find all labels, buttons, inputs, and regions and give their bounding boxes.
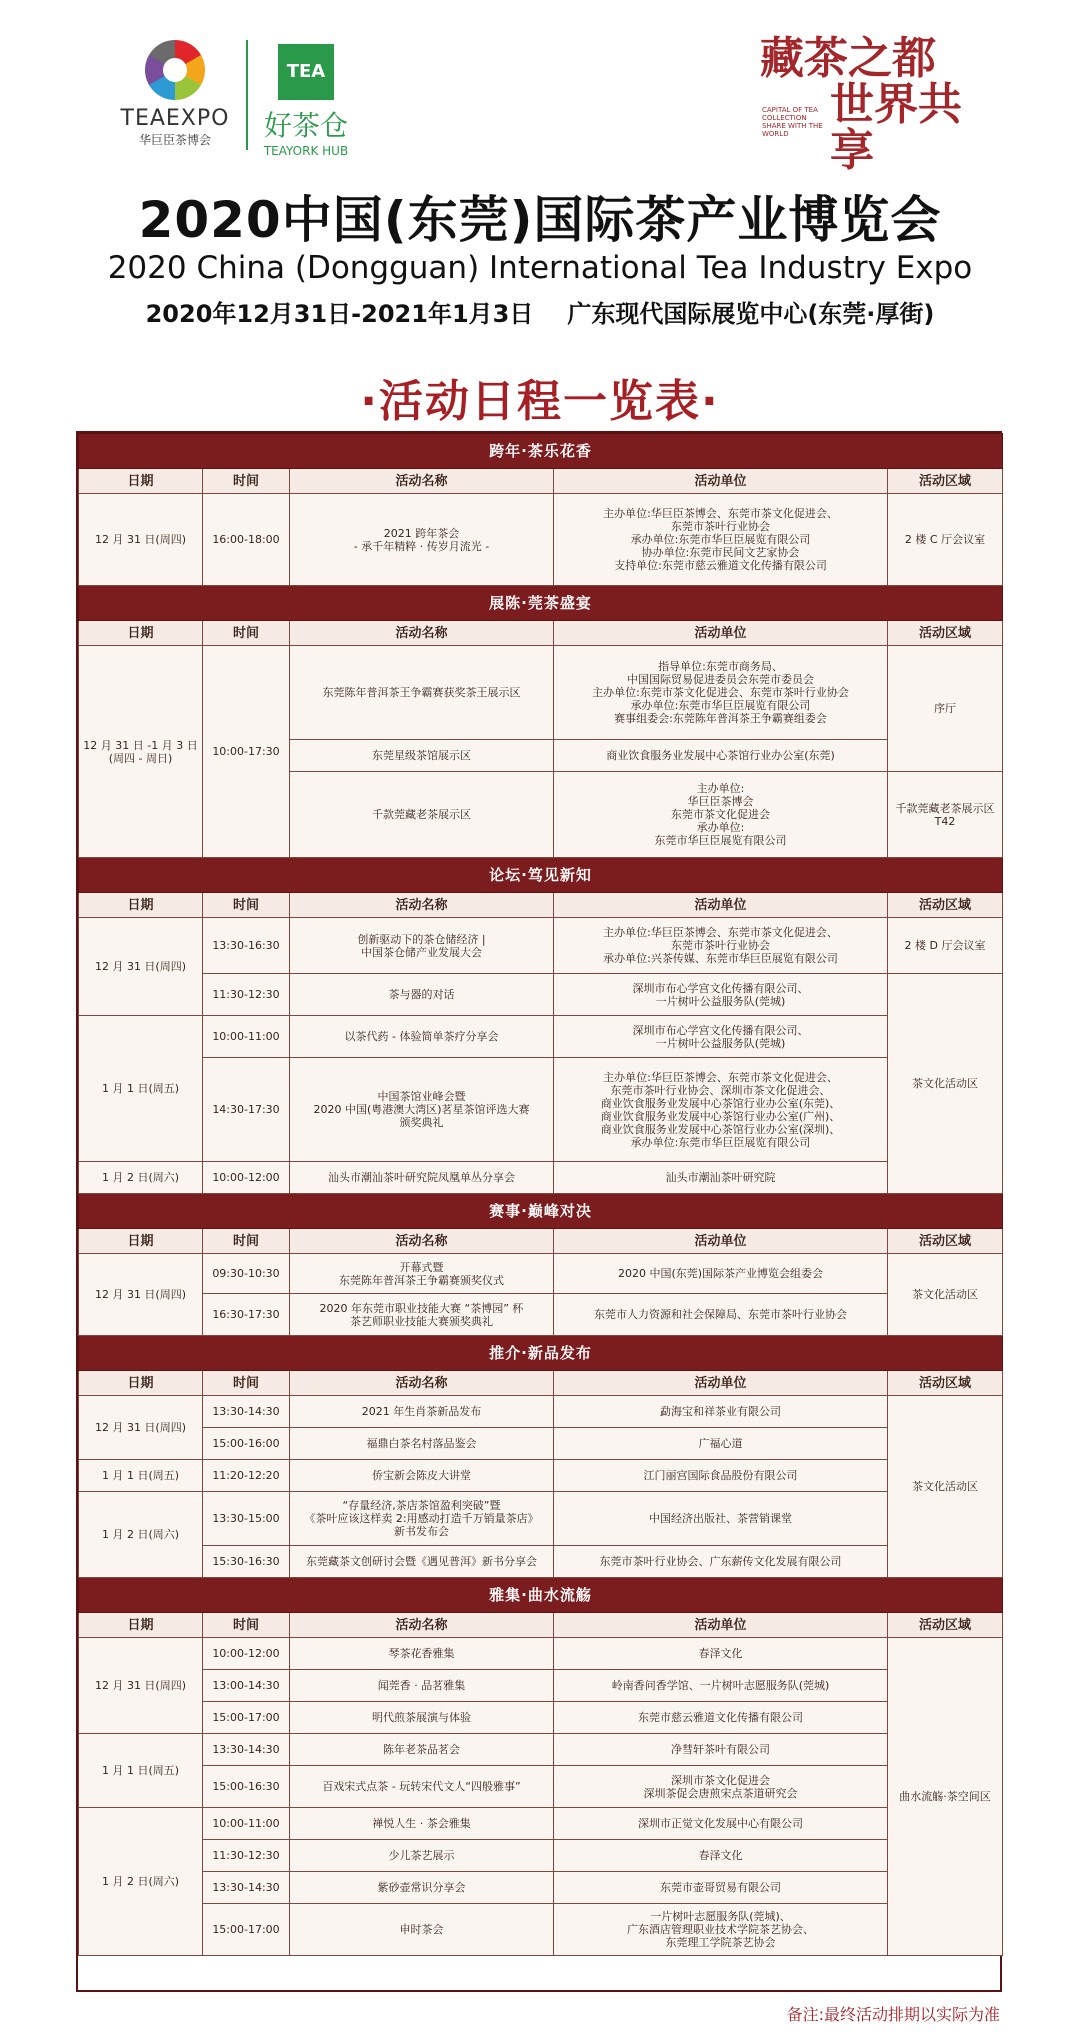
table-row — [79, 1016, 1003, 1058]
col-date: 日期 — [79, 1229, 203, 1254]
cell-time: 10:00-12:00 — [203, 1638, 290, 1670]
cell-time: 11:30-12:30 — [203, 1840, 290, 1872]
cell-line: 协办单位:东莞市民间文艺家协会 — [641, 546, 800, 559]
cell-org: 岭南香问香学馆、一片树叶志愿服务队(莞城) — [554, 1670, 888, 1702]
cell-name: 闻莞香 · 品茗雅集 — [290, 1670, 554, 1702]
cell-org: 勐海宝和祥茶业有限公司 — [554, 1396, 888, 1428]
cell-org — [554, 1766, 888, 1808]
col-name: 活动名称 — [290, 1229, 554, 1254]
cell-name — [290, 494, 554, 586]
cell-time: 13:30-14:30 — [203, 1872, 290, 1904]
slogan-line2: 世界共享 — [830, 79, 962, 176]
cell-time: 15:00-17:00 — [203, 1904, 290, 1956]
cell-name: 2021 年生肖茶新品发布 — [290, 1396, 554, 1428]
col-name: 活动名称 — [290, 1613, 554, 1638]
page-title-en: 2020 China (Dongguan) International Tea Industry Expo — [107, 250, 973, 286]
event-dates: 2020年12月31日-2021年1月3日 — [145, 300, 534, 328]
col-time: 时间 — [203, 893, 290, 918]
cell-date: 1 月 2 日(周六) — [79, 1808, 203, 1956]
table-row — [79, 918, 1003, 974]
teaexpo-logo — [110, 40, 240, 160]
col-org: 活动单位 — [554, 1229, 888, 1254]
cell-org: 东莞市茶叶行业协会、广东薪传文化发展有限公司 — [554, 1546, 888, 1578]
cell-line: 中国国际贸易促进委员会东莞市委员会 — [627, 673, 814, 686]
section-header — [79, 434, 1003, 469]
teaexpo-logo-en: TEAEXPO — [120, 106, 230, 131]
slogan-line1: 藏茶之都 — [760, 33, 936, 84]
cell-name: 茶与器的对话 — [290, 974, 554, 1016]
cell-line: 东莞陈年普洱茶王争霸赛颁奖仪式 — [339, 1273, 504, 1287]
cell-name: 禅悦人生 · 茶会雅集 — [290, 1808, 554, 1840]
table-row — [79, 1872, 1003, 1904]
cell-time: 10:00-11:00 — [203, 1016, 290, 1058]
table-row — [79, 1766, 1003, 1808]
cell-time: 15:00-17:00 — [203, 1702, 290, 1734]
teayork-logo-en: TEAYORK HUB — [263, 144, 349, 158]
cell-line: 中国茶仓储产业发展大会 — [361, 945, 482, 959]
cell-name — [290, 1294, 554, 1336]
cell-org — [554, 772, 888, 858]
cell-area: 序厅 — [888, 646, 1003, 772]
section-title: 展陈·莞茶盛宴 — [79, 586, 1003, 621]
cell-org: 春泽文化 — [554, 1840, 888, 1872]
cell-line: 承办单位:东莞市华巨臣展览有限公司 — [630, 533, 811, 546]
cell-org: 汕头市潮汕茶叶研究院 — [554, 1162, 888, 1194]
table-row — [79, 1840, 1003, 1872]
cell-line: 一片树叶志愿服务队(莞城)、 — [650, 1910, 791, 1923]
cell-time: 13:30-15:00 — [203, 1492, 290, 1546]
cell-line: 主办单位: — [696, 782, 745, 795]
col-area: 活动区域 — [888, 893, 1003, 918]
section-title: 雅集·曲水流觞 — [79, 1578, 1003, 1613]
cell-line: 承办单位:东莞市华巨臣展览有限公司 — [630, 699, 811, 712]
schedule-title: ·活动日程一览表· — [360, 376, 720, 427]
cell-time: 13:30-14:30 — [203, 1396, 290, 1428]
section-header — [79, 1336, 1003, 1371]
cell-line: 华巨臣茶博会 — [687, 795, 754, 808]
cell-line: 颁奖典礼 — [399, 1116, 444, 1129]
cell-org: 东莞市慈云雅道文化传播有限公司 — [554, 1702, 888, 1734]
cell-line: 主办单位:华巨臣茶博会、东莞市茶文化促进会、 — [603, 1070, 838, 1084]
col-name: 活动名称 — [290, 893, 554, 918]
cell-line: 东莞市茶叶行业协会、深圳市茶文化促进会、 — [610, 1083, 831, 1097]
table-row — [79, 1428, 1003, 1460]
cell-time: 11:20-12:20 — [203, 1460, 290, 1492]
cell-time: 09:30-10:30 — [203, 1254, 290, 1294]
cell-area: 2 楼 C 厅会议室 — [888, 494, 1003, 586]
cell-date: 1 月 1 日(周五) — [79, 1016, 203, 1162]
col-name: 活动名称 — [290, 1371, 554, 1396]
page-title: 2020中国(东莞)国际茶产业博览会 — [138, 191, 942, 249]
schedule-table — [78, 433, 1003, 1956]
cell-line: 12 月 31 日 -1 月 3 日 — [83, 738, 198, 752]
cell-area: 茶文化活动区 — [888, 1254, 1003, 1336]
table-row — [79, 1396, 1003, 1428]
cell-time: 15:00-16:00 — [203, 1428, 290, 1460]
cell-time: 15:30-16:30 — [203, 1546, 290, 1578]
cell-line: 商业饮食服务业发展中心茶馆行业办公室(深圳)、 — [600, 1122, 841, 1136]
section-header — [79, 586, 1003, 621]
footnote: 备注:最终活动排期以实际为准 — [786, 2005, 1000, 2024]
section-header — [79, 1194, 1003, 1229]
col-date: 日期 — [79, 1371, 203, 1396]
cell-line: (周四 - 周日) — [108, 751, 173, 765]
cell-line: 东莞理工学院茶艺协会 — [665, 1936, 776, 1949]
cell-line: 东莞市茶叶行业协会 — [671, 939, 770, 952]
col-name: 活动名称 — [290, 469, 554, 494]
cell-org: 净彗轩茶叶有限公司 — [554, 1734, 888, 1766]
cell-org: 东莞市壶哥贸易有限公司 — [554, 1872, 888, 1904]
col-time: 时间 — [203, 1229, 290, 1254]
cell-date: 1 月 2 日(周六) — [79, 1162, 203, 1194]
table-row — [79, 1904, 1003, 1956]
cell-name: 申时茶会 — [290, 1904, 554, 1956]
cell-line: 赛事组委会:东莞陈年普洱茶王争霸赛组委会 — [614, 712, 827, 725]
cell-name: 千款莞藏老茶展示区 — [290, 772, 554, 858]
col-area: 活动区域 — [888, 1371, 1003, 1396]
col-name: 活动名称 — [290, 621, 554, 646]
col-org: 活动单位 — [554, 469, 888, 494]
logo-divider — [246, 40, 248, 150]
cell-org: 广福心道 — [554, 1428, 888, 1460]
cell-line: 指导单位:东莞市商务局、 — [658, 660, 783, 673]
section-title: 跨年·茶乐花香 — [79, 434, 1003, 469]
header — [0, 0, 1080, 350]
cell-org: 商业饮食服务业发展中心茶馆行业办公室(东莞) — [554, 740, 888, 772]
cell-time: 10:00-12:00 — [203, 1162, 290, 1194]
cell-date — [79, 646, 203, 858]
cell-line: “存量经济,茶店茶馆盈利突破”暨 — [342, 1499, 501, 1512]
col-org: 活动单位 — [554, 893, 888, 918]
cell-time: 10:00-17:30 — [203, 646, 290, 858]
cell-area: 曲水流觞·茶空间区 — [888, 1638, 1003, 1956]
cell-org: 中国经济出版社、茶营销课堂 — [554, 1492, 888, 1546]
table-row — [79, 1162, 1003, 1194]
cell-line: 主办单位:华巨臣茶博会、东莞市茶文化促进会、 — [603, 926, 838, 939]
cell-line: 深圳市茶文化促进会 — [671, 1773, 770, 1787]
cell-line: 千款莞藏老茶展示区 — [895, 801, 995, 815]
cell-line: 广东酒店管理职业技术学院茶艺协会、 — [627, 1923, 814, 1936]
cell-line: 开幕式暨 — [399, 1260, 444, 1274]
cell-area: 茶文化活动区 — [888, 974, 1003, 1194]
cell-time: 11:30-12:30 — [203, 974, 290, 1016]
cell-name: 琴茶花香雅集 — [290, 1638, 554, 1670]
teayork-logo — [256, 44, 356, 158]
section-title: 论坛·笃见新知 — [79, 858, 1003, 893]
cell-org — [554, 1016, 888, 1058]
table-row — [79, 1294, 1003, 1336]
cell-line: 东莞市华巨臣展览有限公司 — [654, 834, 787, 847]
cell-date: 12 月 31 日(周四) — [79, 1254, 203, 1336]
cell-time: 16:00-18:00 — [203, 494, 290, 586]
cell-line: 承办单位:兴茶传媒、东莞市华巨臣展览有限公司 — [603, 952, 838, 965]
cell-line: 主办单位:东莞市茶文化促进会、东莞市茶叶行业协会 — [592, 686, 849, 699]
cell-line: 2020 年东莞市职业技能大赛 “茶博园” 杯 — [319, 1301, 524, 1315]
cell-time: 13:00-14:30 — [203, 1670, 290, 1702]
cell-line: - 承千年精粹 · 传岁月流光 - — [353, 539, 490, 553]
cell-line: 一片树叶公益服务队(莞城) — [655, 994, 786, 1008]
cell-name: 汕头市潮汕茶叶研究院凤凰单丛分享会 — [290, 1162, 554, 1194]
cell-name: 百戏宋式点茶 - 玩转宋代文人“四般雅事” — [290, 1766, 554, 1808]
cell-line: 主办单位:华巨臣茶博会、东莞市茶文化促进会、 — [603, 507, 838, 520]
cell-line: 创新驱动下的茶仓储经济 | — [357, 932, 486, 946]
cell-line: 商业饮食服务业发展中心茶馆行业办公室(广州)、 — [600, 1109, 841, 1123]
teayork-logo-cn: 好茶仓 — [263, 109, 348, 142]
cell-date: 12 月 31 日(周四) — [79, 1638, 203, 1734]
cell-name: 明代煎茶展演与体验 — [290, 1702, 554, 1734]
cell-org: 深圳市正觉文化发展中心有限公司 — [554, 1808, 888, 1840]
col-time: 时间 — [203, 1613, 290, 1638]
cell-line: 2021 跨年茶会 — [383, 526, 460, 540]
cell-line: 深圳茶促会唐煎宋点茶道研究会 — [643, 1786, 798, 1800]
cell-org: 东莞市人力资源和社会保障局、东莞市茶叶行业协会 — [554, 1294, 888, 1336]
cell-line: 中国茶馆业峰会暨 — [377, 1090, 466, 1103]
section-header — [79, 1578, 1003, 1613]
event-venue: 广东现代国际展览中心(东莞·厚街) — [567, 300, 935, 328]
cell-org: 2020 中国(东莞)国际茶产业博览会组委会 — [554, 1254, 888, 1294]
cell-org — [554, 974, 888, 1016]
cell-date: 1 月 1 日(周五) — [79, 1460, 203, 1492]
cell-line: 《茶叶应该这样卖 2:用感动打造千万销量茶店》 — [304, 1512, 539, 1525]
slogan-logo — [760, 33, 970, 176]
cell-name: 东莞星级茶馆展示区 — [290, 740, 554, 772]
col-org: 活动单位 — [554, 1613, 888, 1638]
cell-line: 新书发布会 — [394, 1525, 449, 1538]
col-time: 时间 — [203, 469, 290, 494]
table-row — [79, 1808, 1003, 1840]
col-time: 时间 — [203, 1371, 290, 1396]
col-date: 日期 — [79, 621, 203, 646]
cell-line: 承办单位:东莞市华巨臣展览有限公司 — [630, 1135, 811, 1149]
table-row — [79, 646, 1003, 740]
cell-org: 春泽文化 — [554, 1638, 888, 1670]
col-org: 活动单位 — [554, 1371, 888, 1396]
section-header — [79, 858, 1003, 893]
col-area: 活动区域 — [888, 621, 1003, 646]
column-header-row — [79, 469, 1003, 494]
col-time: 时间 — [203, 621, 290, 646]
cell-date: 12 月 31 日(周四) — [79, 494, 203, 586]
cell-name: 紫砂壶常识分享会 — [290, 1872, 554, 1904]
table-row — [79, 1254, 1003, 1294]
cell-time: 13:30-14:30 — [203, 1734, 290, 1766]
cell-name: 以茶代药 - 体验简单茶疗分享会 — [290, 1016, 554, 1058]
table-row — [79, 974, 1003, 1016]
cell-line: 2020 中国(粤港澳大湾区)茗星茶馆评选大赛 — [313, 1103, 530, 1116]
teaexpo-logo-icon — [145, 40, 205, 100]
cell-org — [554, 1904, 888, 1956]
cell-line: 深圳市布心学宫文化传播有限公司、 — [632, 1023, 809, 1037]
column-header-row — [79, 893, 1003, 918]
cell-date: 12 月 31 日(周四) — [79, 918, 203, 1016]
table-row — [79, 1460, 1003, 1492]
table-row — [79, 1702, 1003, 1734]
col-date: 日期 — [79, 893, 203, 918]
col-date: 日期 — [79, 1613, 203, 1638]
cell-time: 14:30-17:30 — [203, 1058, 290, 1162]
cell-name: 少儿茶艺展示 — [290, 1840, 554, 1872]
column-header-row — [79, 1371, 1003, 1396]
col-date: 日期 — [79, 469, 203, 494]
cell-name — [290, 918, 554, 974]
cell-date: 12 月 31 日(周四) — [79, 1396, 203, 1460]
cell-time: 10:00-11:00 — [203, 1808, 290, 1840]
slogan-en: CAPITAL OF TEA COLLECTION SHARE WITH THE WORLD — [762, 106, 823, 138]
cell-org — [554, 646, 888, 740]
cell-line: 东莞市茶文化促进会 — [671, 808, 770, 821]
table-row — [79, 1546, 1003, 1578]
table-row — [79, 1492, 1003, 1546]
cell-time: 13:30-16:30 — [203, 918, 290, 974]
column-header-row — [79, 621, 1003, 646]
cell-org — [554, 1058, 888, 1162]
col-area: 活动区域 — [888, 1613, 1003, 1638]
cell-name — [290, 1492, 554, 1546]
section-title: 推介·新品发布 — [79, 1336, 1003, 1371]
cell-time: 16:30-17:30 — [203, 1294, 290, 1336]
cell-name: 侨宝新会陈皮大讲堂 — [290, 1460, 554, 1492]
cell-name: 陈年老茶品茗会 — [290, 1734, 554, 1766]
table-row — [79, 494, 1003, 586]
cell-area — [888, 772, 1003, 858]
column-header-row — [79, 1229, 1003, 1254]
cell-line: T42 — [934, 814, 956, 828]
col-org: 活动单位 — [554, 621, 888, 646]
cell-line: 支持单位:东莞市慈云雅道文化传播有限公司 — [614, 559, 827, 572]
table-row — [79, 1638, 1003, 1670]
schedule-table-wrap — [78, 433, 1002, 1956]
cell-line: 茶艺师职业技能大赛颁奖典礼 — [350, 1314, 493, 1328]
cell-org — [554, 918, 888, 974]
event-date-venue — [0, 294, 1080, 329]
cell-name: 福鼎白茶名村落品鉴会 — [290, 1428, 554, 1460]
teayork-house-icon: TEA — [278, 44, 334, 100]
cell-time: 15:00-16:30 — [203, 1766, 290, 1808]
cell-date: 1 月 2 日(周六) — [79, 1492, 203, 1578]
cell-date: 1 月 1 日(周五) — [79, 1734, 203, 1808]
cell-line: 一片树叶公益服务队(莞城) — [655, 1036, 786, 1050]
cell-area: 2 楼 D 厅会议室 — [888, 918, 1003, 974]
cell-name — [290, 1254, 554, 1294]
cell-line: 商业饮食服务业发展中心茶馆行业办公室(东莞)、 — [600, 1096, 841, 1110]
cell-name: 东莞藏茶文创研讨会暨《遇见普洱》新书分享会 — [290, 1546, 554, 1578]
section-title: 赛事·巅峰对决 — [79, 1194, 1003, 1229]
cell-line: 承办单位: — [696, 821, 745, 834]
teaexpo-logo-cn: 华巨臣茶博会 — [138, 133, 211, 147]
cell-org — [554, 494, 888, 586]
col-area: 活动区域 — [888, 469, 1003, 494]
cell-line: 东莞市茶叶行业协会 — [671, 520, 770, 533]
cell-name: 东莞陈年普洱茶王争霸赛获奖茶王展示区 — [290, 646, 554, 740]
table-row — [79, 1734, 1003, 1766]
cell-area: 茶文化活动区 — [888, 1396, 1003, 1578]
table-row — [79, 1670, 1003, 1702]
cell-line: 深圳市布心学宫文化传播有限公司、 — [632, 981, 809, 995]
cell-name — [290, 1058, 554, 1162]
col-area: 活动区域 — [888, 1229, 1003, 1254]
cell-org: 江门丽宫国际食品股份有限公司 — [554, 1460, 888, 1492]
column-header-row — [79, 1613, 1003, 1638]
table-row — [79, 1058, 1003, 1162]
